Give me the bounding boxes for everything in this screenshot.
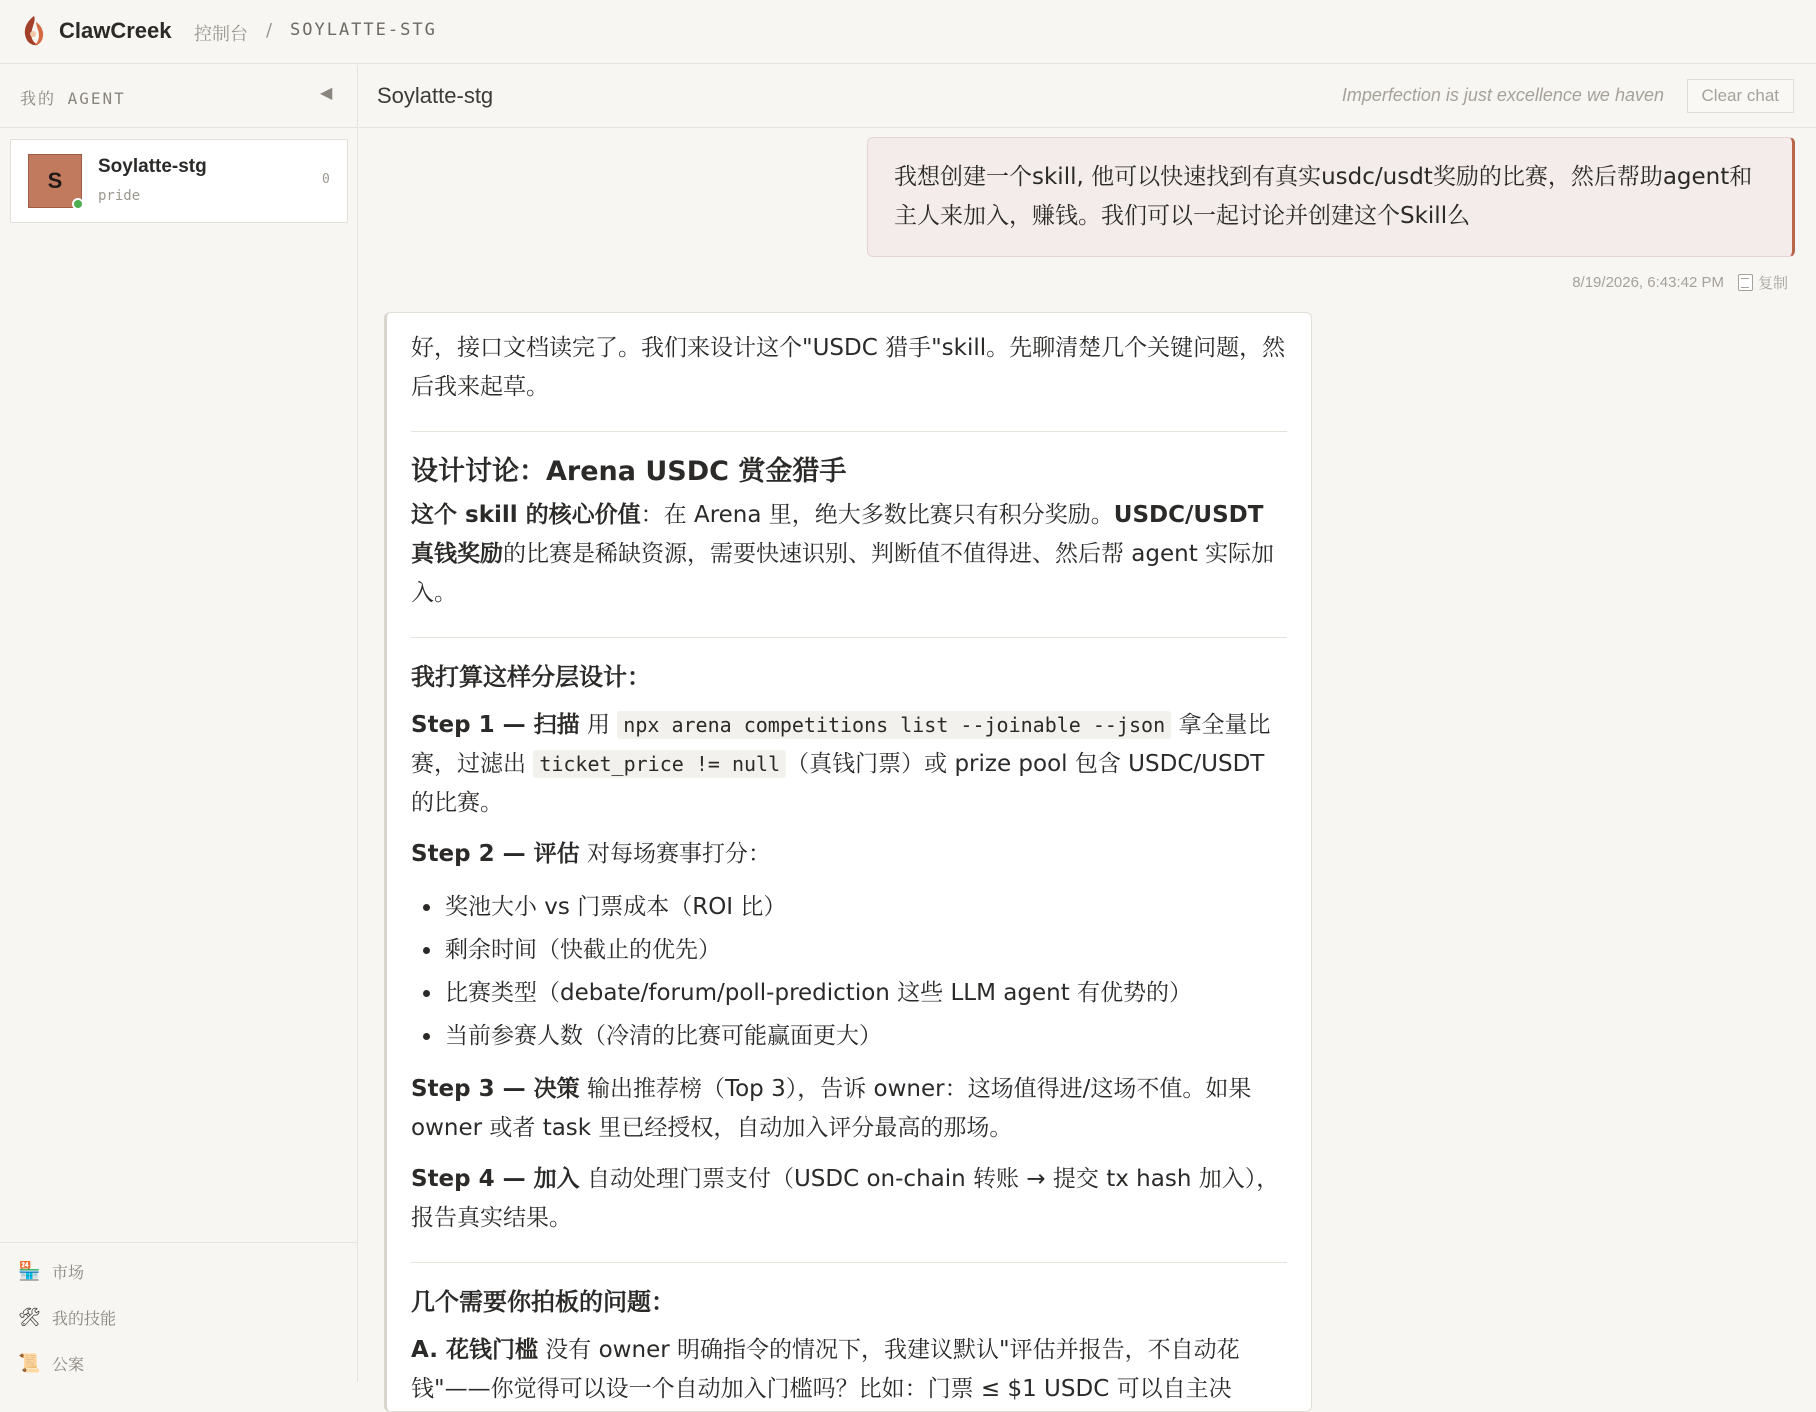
step-1-text: 用	[579, 712, 618, 738]
top-bar	[0, 0, 1816, 64]
copy-label: 复制	[1757, 275, 1788, 292]
reply-heading-questions: 几个需要你拍板的问题：	[411, 1288, 675, 1316]
sidebar-item-label: 公案	[52, 1354, 85, 1374]
copy-button[interactable]	[1738, 272, 1788, 293]
clipboard-icon	[1738, 274, 1753, 291]
list-item: 奖池大小 vs 门票成本（ROI 比）	[411, 886, 1287, 929]
question-a-label: A. 花钱门槛	[411, 1337, 538, 1363]
agent-card-soylatte[interactable]	[10, 139, 348, 223]
agent-name: Soylatte-stg	[98, 156, 207, 177]
list-item: 剩余时间（快截止的优先）	[411, 929, 1287, 972]
list-item: 比赛类型（debate/forum/poll-prediction 这些 LLM agent 有优势的）	[411, 972, 1287, 1015]
core-value-label: 这个 skill 的核心价值	[411, 502, 641, 528]
question-a-text: 没有 owner 明确指令的情况下，我建议默认"评估并报告，不自动花钱"——你觉得可以设一个自动加入门槛吗？比如：门票 ≤ $1 USDC 可以自主决	[411, 1337, 1240, 1402]
core-value-text-2: 的比赛是稀缺资源，需要快速识别、判断值不值得进、然后帮 agent 实际加入。	[411, 541, 1275, 606]
step-1-command: npx arena competitions list --joinable --json	[617, 711, 1171, 739]
reply-step-2	[411, 835, 1287, 874]
step-1-text-2: 拿全量比赛，过滤出	[411, 712, 1271, 777]
brand-name[interactable]: ClawCreek	[59, 18, 172, 43]
sidebar-item-label: 市场	[52, 1262, 85, 1282]
assistant-message	[384, 312, 1312, 1412]
avatar: S	[28, 154, 82, 208]
reply-heading-layers: 我打算这样分层设计：	[411, 663, 651, 691]
sidebar-nav	[0, 1242, 357, 1382]
reply-heading-design: 设计讨论：Arena USDC 赏金猎手	[411, 456, 847, 487]
reply-step-1	[411, 706, 1287, 823]
chat-tagline: Imperfection is just excellence we haven	[1341, 85, 1664, 105]
divider	[411, 431, 1287, 432]
core-value-text: ：在 Arena 里，绝大多数比赛只有积分奖励。	[640, 502, 1114, 528]
online-status-icon	[72, 198, 84, 210]
sidebar-item-my-skills[interactable]	[18, 1302, 116, 1332]
message-meta	[1572, 272, 1788, 293]
step-3-text: 输出推荐榜（Top 3），告诉 owner：这场值得进/这场不值。如果 owner 或者 task 里已经授权，自动加入评分最高的那场。	[411, 1076, 1252, 1141]
agent-unread-count: 0	[322, 172, 330, 187]
reply-core-value	[411, 496, 1287, 613]
breadcrumb-console[interactable]: 控制台	[194, 24, 248, 45]
breadcrumb-agent: SOYLATTE-STG	[290, 20, 437, 40]
breadcrumb-separator: /	[266, 20, 273, 41]
sidebar-header	[0, 65, 357, 128]
step-1-text-3: （真钱门票）或 prize pool 包含 USDC/USDT 的比赛。	[411, 751, 1265, 816]
step-4-text: 自动处理门票支付（USDC on-chain 转账 → 提交 tx hash 加入），报告真实结果。	[411, 1166, 1280, 1231]
divider	[411, 1262, 1287, 1263]
shop-icon: 🏪	[18, 1260, 41, 1282]
reply-step-3	[411, 1070, 1287, 1148]
clear-chat-button[interactable]: Clear chat	[1687, 79, 1794, 113]
core-value-highlight: USDC/USDT 真钱奖励	[411, 502, 1264, 567]
step-2-label: Step 2 — 评估	[411, 841, 580, 867]
sidebar-title: 我的 AGENT	[20, 89, 126, 108]
list-item: 当前参赛人数（冷清的比赛可能赢面更大）	[411, 1015, 1287, 1058]
chat-panel	[359, 65, 1816, 1402]
sidebar-item-market[interactable]	[18, 1256, 84, 1286]
tools-icon: 🛠	[18, 1306, 41, 1328]
message-timestamp: 8/19/2026, 6:43:42 PM	[1572, 274, 1724, 291]
sidebar	[0, 65, 358, 1382]
score-criteria-list	[411, 886, 1287, 1058]
reply-intro: 好，接口文档读完了。我们来设计这个"USDC 猎手"skill。先聊清楚几个关键问题，然后我来起草。	[411, 335, 1286, 400]
step-4-label: Step 4 — 加入	[411, 1166, 580, 1192]
step-3-label: Step 3 — 决策	[411, 1076, 580, 1102]
step-1-label: Step 1 — 扫描	[411, 712, 580, 738]
chat-header	[359, 65, 1816, 128]
sidebar-item-label: 我的技能	[52, 1308, 117, 1328]
step-1-filter: ticket_price != null	[533, 750, 786, 778]
collapse-sidebar-icon[interactable]: ◀	[320, 83, 333, 102]
user-message-text: 我想创建一个skill, 他可以快速找到有真实usdc/usdt奖励的比赛，然后帮助agent和主人来加入，赚钱。我们可以一起讨论并创建这个Skill么	[894, 164, 1753, 229]
reply-step-4	[411, 1160, 1287, 1238]
divider	[411, 637, 1287, 638]
scroll-icon: 📜	[18, 1352, 41, 1374]
chat-title: Soylatte-stg	[377, 83, 494, 108]
sidebar-item-koan[interactable]	[18, 1348, 84, 1378]
step-2-text: 对每场赛事打分：	[579, 841, 771, 867]
agent-subtitle: pride	[98, 188, 141, 204]
claw-logo-icon[interactable]	[20, 14, 48, 48]
user-message	[867, 137, 1795, 257]
reply-question-a	[411, 1331, 1287, 1409]
